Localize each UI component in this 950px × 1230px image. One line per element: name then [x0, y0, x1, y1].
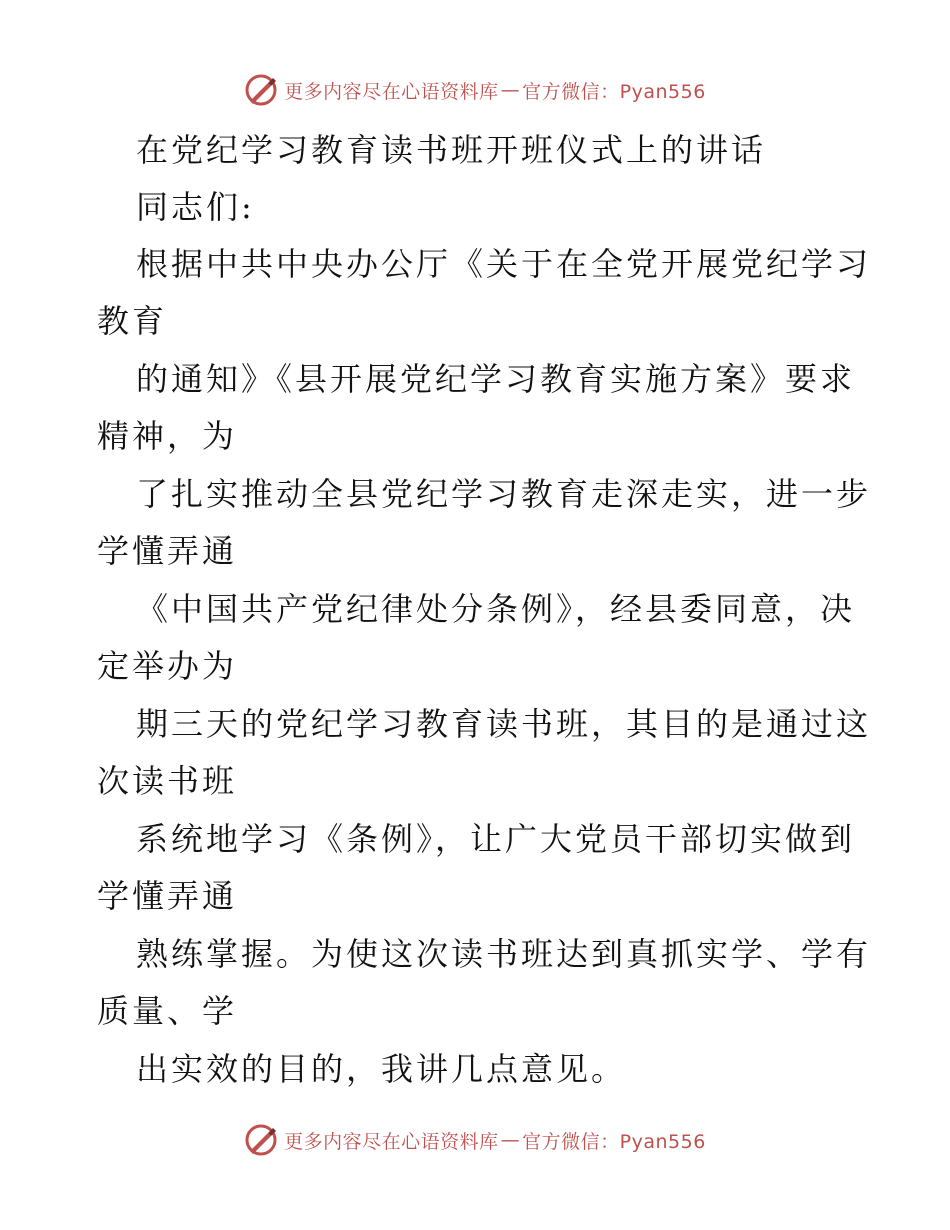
doc-line: 教育	[97, 302, 168, 340]
watermark-suffix: 官方微信：Pyan556	[522, 1130, 706, 1153]
doc-line: 的通知》《县开展党纪学习教育实施方案》要求	[136, 360, 856, 398]
doc-line: 学懂弄通	[97, 877, 238, 915]
doc-line: 精神，为	[97, 417, 238, 455]
doc-salutation: 同志们:	[136, 188, 255, 226]
doc-line: 根据中共中央办公厅《关于在全党开展党纪学习	[136, 245, 872, 283]
watermark-text: 更多内容尽在心语资料库	[284, 1130, 499, 1153]
doc-line: 出实效的目的，我讲几点意见。	[136, 1050, 627, 1088]
doc-line: 期三天的党纪学习教育读书班，其目的是通过这	[136, 705, 872, 743]
doc-line: 质量、学	[97, 992, 238, 1030]
doc-title: 在党纪学习教育读书班开班仪式上的讲话	[136, 131, 767, 169]
doc-line: 定举办为	[97, 647, 238, 685]
footer-watermark	[0, 1120, 950, 1160]
doc-line: 《中国共产党纪律处分条例》，经县委同意，决	[136, 590, 856, 628]
doc-line: 熟练掌握。为使这次读书班达到真抓实学、学有	[136, 935, 872, 973]
pen-circle-logo-icon	[244, 1123, 278, 1157]
doc-line: 学懂弄通	[97, 532, 238, 570]
watermark-dash: —	[500, 79, 521, 101]
doc-line: 系统地学习《条例》，让广大党员干部切实做到	[136, 820, 856, 858]
watermark-text: 更多内容尽在心语资料库	[284, 80, 499, 103]
pen-circle-logo-icon	[244, 73, 278, 107]
doc-line: 次读书班	[97, 762, 238, 800]
doc-line: 了扎实推动全县党纪学习教育走深走实，进一步	[136, 475, 872, 513]
watermark-suffix: 官方微信：Pyan556	[522, 80, 706, 103]
watermark-dash: —	[500, 1129, 521, 1151]
header-watermark	[0, 70, 950, 110]
